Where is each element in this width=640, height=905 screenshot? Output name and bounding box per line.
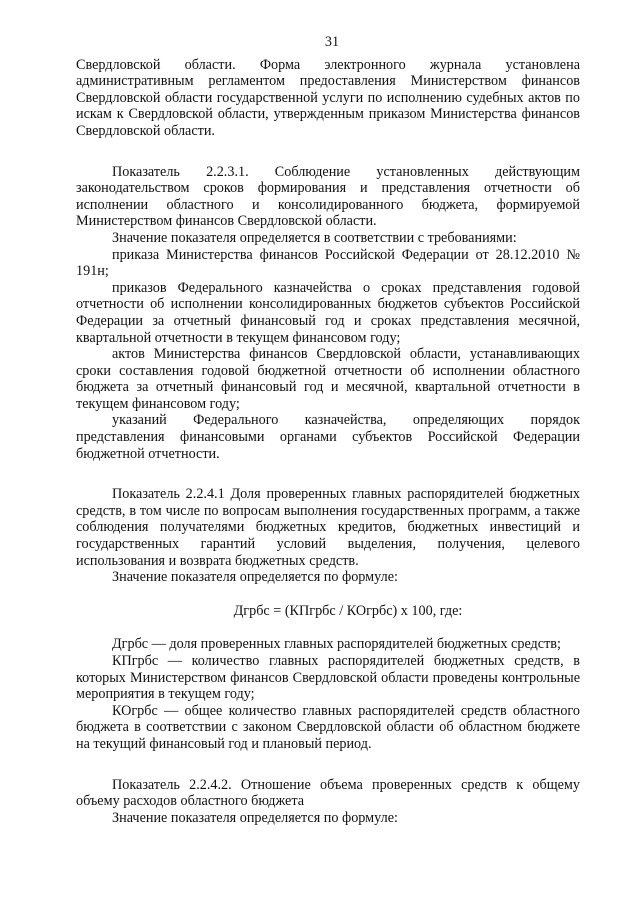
indicator-2-2-4-1: Показатель 2.2.4.1 Доля проверенных главных распорядителей бюджетных средств, в том числе по вопросам выполнения государственных программ, а также соблюдения получателями бюджетных кредитов, бюджетных инвестиций и государственных гарантий условий выделения, получения, целевого использования и возврата бюджетных средств. (76, 486, 580, 569)
paragraph-gap (76, 140, 580, 164)
requirement-treasury-instructions: указаний Федерального казначейства, определяющих порядок представления финансовыми органами субъектов Российской Федерации бюджетной отчетности. (76, 412, 580, 462)
definition-kpgrbs: КПгрбс — количество главных распорядителей бюджетных средств, в которых Министерством финансов Свердловской области проведены контрольные мероприятия в текущем году; (76, 653, 580, 703)
paragraph-gap (76, 586, 580, 603)
formula-intro: Значение показателя определяется по формуле: (112, 569, 398, 586)
formula: Дгрбс = (КПгрбс / КОгрбс) х 100, где: (233, 602, 463, 619)
paragraph-gap (76, 619, 580, 636)
definition-dgrbs: Дгрбс — доля проверенных главных распорядителей бюджетных средств; (112, 636, 561, 653)
paragraph-gap (76, 753, 580, 777)
paragraph-gap (76, 462, 580, 486)
indicator-2-2-3-1: Показатель 2.2.3.1. Соблюдение установленных действующим законодательством сроков формирования и представления отчетности об исполнении областного и консолидированного бюджета, формируемой Министерством финансов Свердловской области. (76, 163, 580, 230)
requirement-minfin-order: приказа Министерства финансов Российской Федерации от 28.12.2010 № 191н; (76, 246, 580, 280)
formula-intro-2: Значение показателя определяется по формуле: (112, 809, 398, 826)
indicator-2-2-4-2: Показатель 2.2.4.2. Отношение объема проверенных средств к общему объему расходов областного бюджета (76, 776, 580, 810)
definition-kogrbs: КОгрбс — общее количество главных распорядителей средств областного бюджета в соответствии с законом Свердловской области об областном бюджете на текущий финансовый год и плановый период. (76, 702, 580, 752)
requirement-regional-acts: актов Министерства финансов Свердловской области, устанавливающих сроки составления годовой бюджетной отчетности об исполнении областного бюджета за отчетный финансовый год и месячной, квартальной отчетности в текущем финансовом году; (76, 346, 580, 412)
requirements-intro: Значение показателя определяется в соответствии с требованиями: (112, 229, 517, 246)
requirement-treasury-orders: приказов Федерального казначейства о сроках представления годовой отчетности об исполнении консолидированных бюджетов субъектов Российской Федерации за отчетный финансовый год и сроках представления месячной, квартальной отчетности в текущем финансовом году; (76, 279, 580, 346)
page-number: 31 (324, 34, 340, 50)
paragraph-continuation: Свердловской области. Форма электронного журнала установлена административным регламентом предоставления Министерством финансов Свердловской области государственной услуги по исполнению судебных актов по искам к Свердловской области, утвержденным приказом Министерства финансов Свердловской области. (76, 56, 580, 139)
